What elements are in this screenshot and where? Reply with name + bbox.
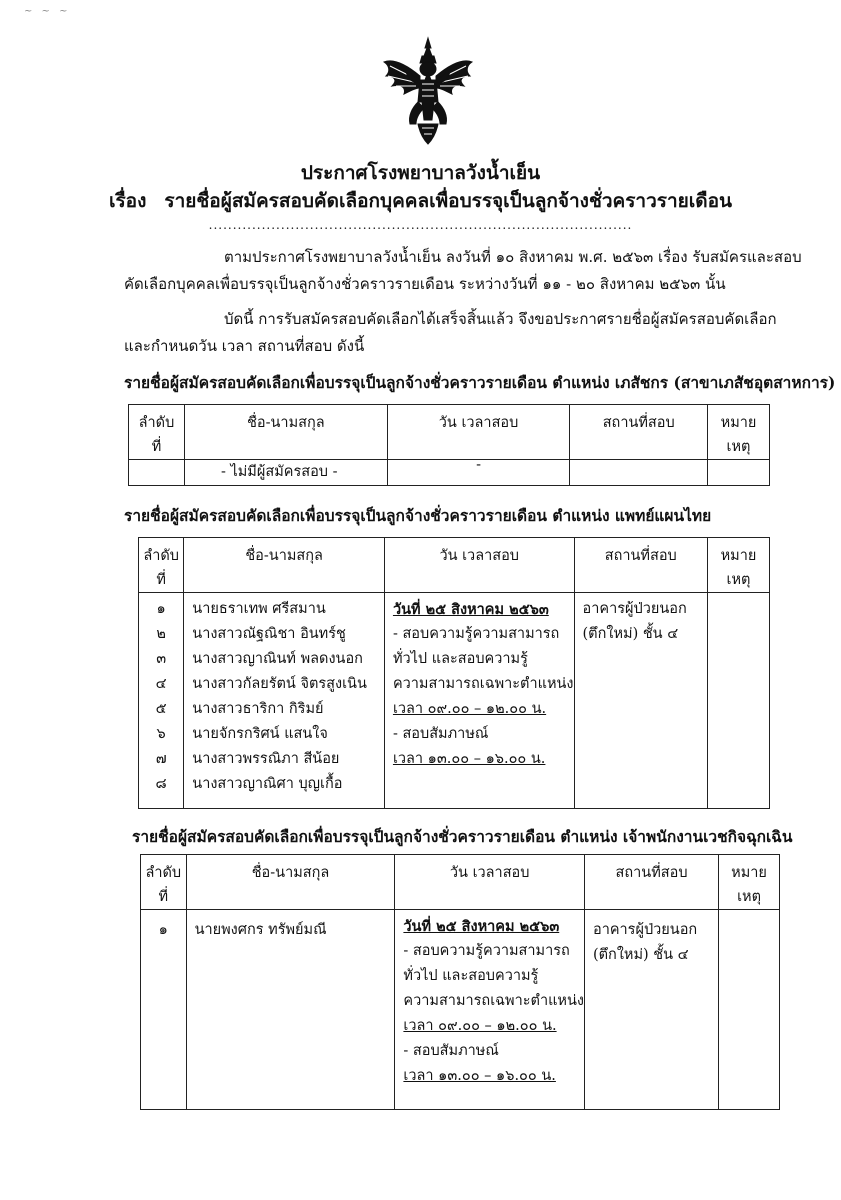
no-applicants-text: - ไม่มีผู้สมัครสอบ - (184, 460, 387, 486)
thai-medicine-table (138, 537, 770, 809)
header-datetime: วัน เวลาสอบ (384, 538, 574, 593)
list-item: นางสาวกัลยรัตน์ จิตรสูงเนิน (192, 676, 367, 692)
place-cell (570, 460, 708, 486)
header-place: สถานที่สอบ (574, 538, 707, 593)
exam-schedule: วันที่ ๒๕ สิงหาคม ๒๕๖๓ - สอบความรู้ความสามารถ ทั่วไป และสอบความรู้ ความสามารถเฉพาะตำแหน่ง เวลา ๐๙.๐๐ – ๑๒.๐๐ น. - สอบสัมภาษณ์ เวลา ๑๓.๐๐ – ๑๖.๐๐ น. (384, 593, 574, 809)
intro-line-1: ตามประกาศโรงพยาบาลวังน้ำเย็น ลงวันที่ ๑๐ สิงหาคม พ.ศ. ๒๕๖๓ เรื่อง รับสมัครและสอบ (224, 248, 802, 266)
exam-date: วันที่ ๒๕ สิงหาคม ๒๕๖๓ (392, 601, 549, 618)
remark-cell (708, 460, 770, 486)
table-header-row (141, 855, 780, 910)
garuda-emblem-icon (378, 36, 478, 146)
table-header-row (139, 538, 770, 593)
list-item: นางสาวญาณินท์ พลดงนอก (192, 651, 363, 667)
list-item: นายจักรกริศน์ แสนใจ (192, 726, 328, 742)
exam-schedule: วันที่ ๒๕ สิงหาคม ๒๕๖๓ - สอบความรู้ความสามารถ ทั่วไป และสอบความรู้ ความสามารถเฉพาะตำแหน่ง เวลา ๐๙.๐๐ – ๑๒.๐๐ น. - สอบสัมภาษณ์ เวลา ๑๓.๐๐ – ๑๖.๐๐ น. (395, 910, 585, 1110)
intro-paragraph (124, 244, 804, 298)
section-emt-heading: รายชื่อผู้สมัครสอบคัดเลือกเพื่อบรรจุเป็นลูกจ้างชั่วคราวรายเดือน ตำแหน่ง เจ้าพนักงานเวชกิจฉุกเฉิน (132, 827, 793, 846)
table-row (141, 910, 780, 1110)
header-name: ชื่อ-นามสกุล (184, 405, 387, 460)
scan-corner-mark: ~ ~ ~ (24, 6, 71, 17)
header-remark: หมาย เหตุ (708, 405, 770, 460)
list-item: นางสาวพรรณิภา สีน้อย (192, 751, 340, 767)
exam-time-morning: เวลา ๐๙.๐๐ – ๑๒.๐๐ น. (403, 1018, 557, 1034)
list-item: นายธราเทพ ศรีสมาน (192, 601, 326, 617)
exam-time-afternoon: เวลา ๑๓.๐๐ – ๑๖.๐๐ น. (392, 751, 546, 767)
emt-table (140, 854, 780, 1110)
list-item: นางสาวธาริกา กิริมย์ (192, 701, 324, 717)
candidate-names (186, 910, 395, 1110)
exam-place: อาคารผู้ป่วยนอก (ตึกใหม่) ชั้น ๔ (574, 593, 707, 809)
subject-label: เรื่อง (108, 190, 147, 212)
exam-time-afternoon: เวลา ๑๓.๐๐ – ๑๖.๐๐ น. (403, 1068, 556, 1084)
subject-text: รายชื่อผู้สมัครสอบคัดเลือกบุคคลเพื่อบรรจุเป็นลูกจ้างชั่วคราวรายเดือน (164, 190, 733, 212)
header-order: ลำดับ ที่ (129, 405, 185, 460)
dotted-separator: ........................................................................................ (208, 218, 633, 232)
datetime-dash: - (387, 460, 570, 486)
list-item: นางสาวณัฐณิชา อินทร์ชู (192, 626, 346, 642)
candidate-names (184, 593, 385, 809)
order-numbers: ๑ (141, 910, 187, 1110)
header-name: ชื่อ-นามสกุล (186, 855, 395, 910)
header-order: ลำดับ ที่ (141, 855, 187, 910)
list-item: นายพงศกร ทรัพย์มณี (194, 922, 327, 938)
section-pharmacist-heading: รายชื่อผู้สมัครสอบคัดเลือกเพื่อบรรจุเป็นลูกจ้างชั่วคราวรายเดือน ตำแหน่ง เภสัชกร (สาขาเภสัชอุตสาหการ) (124, 373, 836, 392)
exam-place: อาคารผู้ป่วยนอก (ตึกใหม่) ชั้น ๔ (584, 910, 718, 1110)
header-place: สถานที่สอบ (584, 855, 718, 910)
announcement-line-2: และกำหนดวัน เวลา สถานที่สอบ ดังนี้ (124, 337, 365, 355)
header-order: ลำดับ ที่ (139, 538, 184, 593)
header-remark: หมาย เหตุ (707, 538, 769, 593)
header-place: สถานที่สอบ (570, 405, 708, 460)
order-cell (129, 460, 185, 486)
remark-cell (719, 910, 780, 1110)
header-datetime: วัน เวลาสอบ (387, 405, 570, 460)
header-datetime: วัน เวลาสอบ (395, 855, 585, 910)
pharmacist-table (128, 404, 770, 486)
section-thai-medicine-heading: รายชื่อผู้สมัครสอบคัดเลือกเพื่อบรรจุเป็นลูกจ้างชั่วคราวรายเดือน ตำแหน่ง แพทย์แผนไทย (124, 506, 712, 525)
announcement-subject (0, 186, 841, 216)
order-numbers: ๑ ๒ ๓ ๔ ๕ ๖ ๗ ๘ (139, 593, 184, 809)
header-name: ชื่อ-นามสกุล (184, 538, 385, 593)
list-item: นางสาวญาณิศา บุญเกื้อ (192, 776, 343, 792)
exam-time-morning: เวลา ๐๙.๐๐ – ๑๒.๐๐ น. (392, 701, 547, 717)
announcement-paragraph (124, 306, 804, 360)
announcement-line-1: บัดนี้ การรับสมัครสอบคัดเลือกได้เสร็จสิ้นแล้ว จึงขอประกาศรายชื่อผู้สมัครสอบคัดเลือก (224, 310, 777, 328)
table-row (129, 460, 770, 486)
announcement-title: ประกาศโรงพยาบาลวังน้ำเย็น (300, 162, 541, 184)
remark-cell (707, 593, 769, 809)
table-header-row (129, 405, 770, 460)
header-remark: หมาย เหตุ (719, 855, 780, 910)
intro-line-2: คัดเลือกบุคคลเพื่อบรรจุเป็นลูกจ้างชั่วคราวรายเดือน ระหว่างวันที่ ๑๑ - ๒๐ สิงหาคม ๒๕๖๓ นั้น (124, 275, 726, 293)
table-row (139, 593, 770, 809)
exam-date: วันที่ ๒๕ สิงหาคม ๒๕๖๓ (403, 918, 560, 935)
